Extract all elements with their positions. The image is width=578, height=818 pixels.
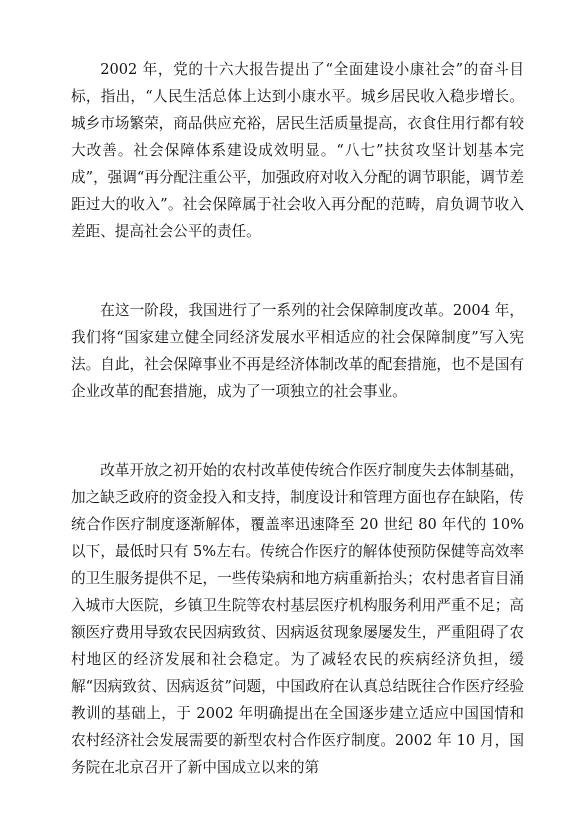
paragraph-xiaokang-society: 2002 年，党的十六大报告提出了“全面建设小康社会”的奋斗目标，指出，“人民生活总体上达到小康水平。城乡居民收入稳步增长。城乡市场繁荣，商品供应充裕，居民生活质量提高，衣食住用行都有较大改善。社会保障体系建设成效明显。“八七”扶贫攻坚计划基本完成”，强调“再分配注重公平，加强政府对收入分配的调节职能，调节差距过大的收入”。社会保障属于社会收入再分配的范畴，肩负调节收入差距、提高社会公平的责任。 (71, 61, 524, 240)
paragraph-rural-cooperative-medical: 改革开放之初开始的农村改革使传统合作医疗制度失去体制基础，加之缺乏政府的资金投入和支持，制度设计和管理方面也存在缺陷，传统合作医疗制度逐渐解体，覆盖率迅速降至 20 世纪 80 年代的 10%以下，最低时只有 5%左右。传统合作医疗的解体使预防保健等高效率的卫生服务提供不足，一些传染病和地方病重新抬头；农村患者盲目涌入城市大医院，乡镇卫生院等农村基层医疗机构服务利用严重不足；高额医疗费用导致农民因病致贫、因病返贫现象屡屡发生，严重阻碍了农村地区的经济发展和社会稳定。为了减轻农民的疾病经济负担，缓解“因病致贫、因病返贫”问题，中国政府在认真总结既往合作医疗经验教训的基础上，于 2002 年明确提出在全国逐步建立适应中国国情和农村经济社会发展需要的新型农村合作医疗制度。2002 年 10 月，国务院在北京召开了新中国成立以来的第 (71, 462, 524, 776)
paragraph-social-security-reform: 在这一阶段，我国进行了一系列的社会保障制度改革。2004 年，我们将“国家建立健全同经济发展水平相适应的社会保障制度”写入宪法。自此，社会保障事业不再是经济体制改革的配套措施，也不是国有企业改革的配套措施，成为了一项独立的社会事业。 (71, 302, 524, 400)
